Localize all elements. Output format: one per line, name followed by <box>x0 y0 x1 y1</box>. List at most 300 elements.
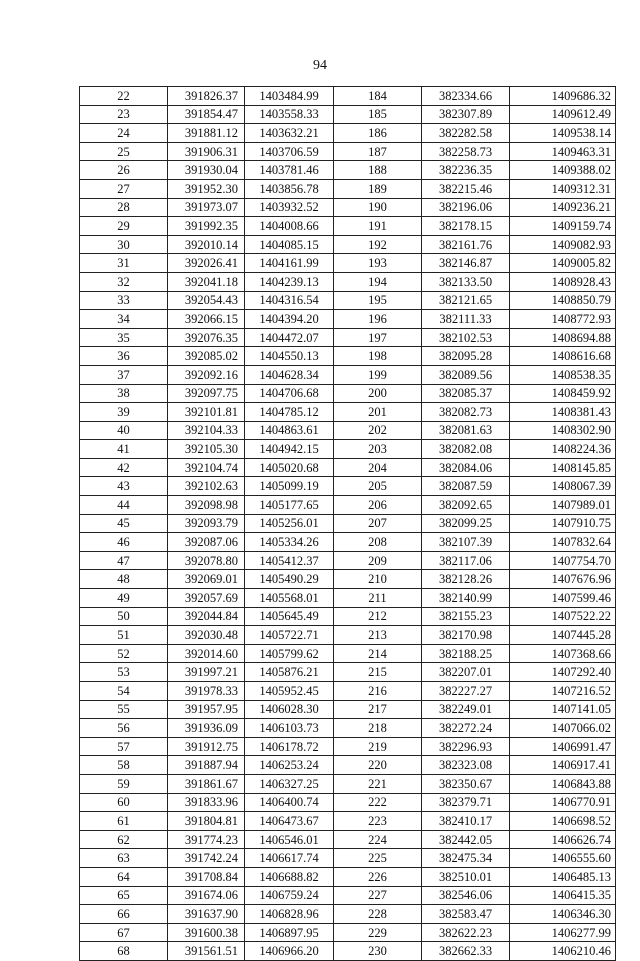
point-number-cell: 221 <box>334 774 422 793</box>
point-number-cell: 68 <box>80 942 168 961</box>
table-row <box>80 254 616 273</box>
table-row <box>80 458 616 477</box>
point-number-cell: 38 <box>80 384 168 403</box>
y-coordinate-cell: 1408694.88 <box>510 328 616 347</box>
y-coordinate-cell: 1405334.26 <box>245 533 334 552</box>
x-coordinate-cell: 391957.95 <box>168 700 245 719</box>
point-number-cell: 194 <box>334 272 422 291</box>
x-coordinate-cell: 382140.99 <box>422 589 510 608</box>
x-coordinate-cell: 382081.63 <box>422 421 510 440</box>
y-coordinate-cell: 1409612.49 <box>510 105 616 124</box>
x-coordinate-cell: 382272.24 <box>422 719 510 738</box>
x-coordinate-cell: 392085.02 <box>168 347 245 366</box>
point-number-cell: 55 <box>80 700 168 719</box>
table-row <box>80 403 616 422</box>
table-row <box>80 849 616 868</box>
x-coordinate-cell: 391978.33 <box>168 682 245 701</box>
x-coordinate-cell: 391826.37 <box>168 87 245 106</box>
x-coordinate-cell: 382082.73 <box>422 403 510 422</box>
point-number-cell: 67 <box>80 923 168 942</box>
x-coordinate-cell: 382188.25 <box>422 644 510 663</box>
x-coordinate-cell: 392104.74 <box>168 458 245 477</box>
x-coordinate-cell: 392098.98 <box>168 496 245 515</box>
x-coordinate-cell: 392030.48 <box>168 626 245 645</box>
table-row <box>80 737 616 756</box>
y-coordinate-cell: 1404394.20 <box>245 310 334 329</box>
point-number-cell: 195 <box>334 291 422 310</box>
x-coordinate-cell: 382084.06 <box>422 458 510 477</box>
y-coordinate-cell: 1406277.99 <box>510 923 616 942</box>
y-coordinate-cell: 1403632.21 <box>245 124 334 143</box>
x-coordinate-cell: 391742.24 <box>168 849 245 868</box>
x-coordinate-cell: 382178.15 <box>422 217 510 236</box>
y-coordinate-cell: 1405099.19 <box>245 477 334 496</box>
point-number-cell: 66 <box>80 905 168 924</box>
y-coordinate-cell: 1405722.71 <box>245 626 334 645</box>
x-coordinate-cell: 391708.84 <box>168 867 245 886</box>
table-row <box>80 310 616 329</box>
point-number-cell: 59 <box>80 774 168 793</box>
point-number-cell: 205 <box>334 477 422 496</box>
point-number-cell: 190 <box>334 198 422 217</box>
point-number-cell: 220 <box>334 756 422 775</box>
y-coordinate-cell: 1403856.78 <box>245 179 334 198</box>
y-coordinate-cell: 1408224.36 <box>510 440 616 459</box>
point-number-cell: 186 <box>334 124 422 143</box>
point-number-cell: 219 <box>334 737 422 756</box>
x-coordinate-cell: 382475.34 <box>422 849 510 868</box>
point-number-cell: 196 <box>334 310 422 329</box>
point-number-cell: 188 <box>334 161 422 180</box>
point-number-cell: 47 <box>80 551 168 570</box>
table-row <box>80 551 616 570</box>
y-coordinate-cell: 1407832.64 <box>510 533 616 552</box>
y-coordinate-cell: 1404472.07 <box>245 328 334 347</box>
y-coordinate-cell: 1407754.70 <box>510 551 616 570</box>
point-number-cell: 58 <box>80 756 168 775</box>
y-coordinate-cell: 1405568.01 <box>245 589 334 608</box>
point-number-cell: 185 <box>334 105 422 124</box>
point-number-cell: 62 <box>80 830 168 849</box>
x-coordinate-cell: 382323.08 <box>422 756 510 775</box>
y-coordinate-cell: 1406991.47 <box>510 737 616 756</box>
y-coordinate-cell: 1409538.14 <box>510 124 616 143</box>
y-coordinate-cell: 1404628.34 <box>245 365 334 384</box>
point-number-cell: 46 <box>80 533 168 552</box>
x-coordinate-cell: 382282.58 <box>422 124 510 143</box>
point-number-cell: 217 <box>334 700 422 719</box>
point-number-cell: 48 <box>80 570 168 589</box>
y-coordinate-cell: 1408538.35 <box>510 365 616 384</box>
x-coordinate-cell: 382092.65 <box>422 496 510 515</box>
y-coordinate-cell: 1406626.74 <box>510 830 616 849</box>
point-number-cell: 24 <box>80 124 168 143</box>
y-coordinate-cell: 1406178.72 <box>245 737 334 756</box>
y-coordinate-cell: 1408928.43 <box>510 272 616 291</box>
y-coordinate-cell: 1406327.25 <box>245 774 334 793</box>
table-row <box>80 87 616 106</box>
x-coordinate-cell: 391804.81 <box>168 812 245 831</box>
x-coordinate-cell: 382546.06 <box>422 886 510 905</box>
table-row <box>80 142 616 161</box>
point-number-cell: 64 <box>80 867 168 886</box>
table-row <box>80 533 616 552</box>
y-coordinate-cell: 1409686.32 <box>510 87 616 106</box>
point-number-cell: 214 <box>334 644 422 663</box>
table-row <box>80 217 616 236</box>
y-coordinate-cell: 1406917.41 <box>510 756 616 775</box>
x-coordinate-cell: 392102.63 <box>168 477 245 496</box>
point-number-cell: 209 <box>334 551 422 570</box>
y-coordinate-cell: 1404085.15 <box>245 235 334 254</box>
y-coordinate-cell: 1403932.52 <box>245 198 334 217</box>
table-row <box>80 793 616 812</box>
y-coordinate-cell: 1408302.90 <box>510 421 616 440</box>
y-coordinate-cell: 1406485.13 <box>510 867 616 886</box>
x-coordinate-cell: 382249.01 <box>422 700 510 719</box>
table-row <box>80 812 616 831</box>
x-coordinate-cell: 392057.69 <box>168 589 245 608</box>
y-coordinate-cell: 1407910.75 <box>510 514 616 533</box>
y-coordinate-cell: 1404706.68 <box>245 384 334 403</box>
y-coordinate-cell: 1406617.74 <box>245 849 334 868</box>
point-number-cell: 43 <box>80 477 168 496</box>
y-coordinate-cell: 1403558.33 <box>245 105 334 124</box>
x-coordinate-cell: 391637.90 <box>168 905 245 924</box>
x-coordinate-cell: 382207.01 <box>422 663 510 682</box>
x-coordinate-cell: 382082.08 <box>422 440 510 459</box>
x-coordinate-cell: 382085.37 <box>422 384 510 403</box>
point-number-cell: 189 <box>334 179 422 198</box>
point-number-cell: 37 <box>80 365 168 384</box>
table-row <box>80 291 616 310</box>
point-number-cell: 200 <box>334 384 422 403</box>
x-coordinate-cell: 391992.35 <box>168 217 245 236</box>
x-coordinate-cell: 392041.18 <box>168 272 245 291</box>
table-row <box>80 886 616 905</box>
y-coordinate-cell: 1409005.82 <box>510 254 616 273</box>
y-coordinate-cell: 1407445.28 <box>510 626 616 645</box>
point-number-cell: 27 <box>80 179 168 198</box>
point-number-cell: 213 <box>334 626 422 645</box>
x-coordinate-cell: 392097.75 <box>168 384 245 403</box>
x-coordinate-cell: 391973.07 <box>168 198 245 217</box>
x-coordinate-cell: 391912.75 <box>168 737 245 756</box>
point-number-cell: 192 <box>334 235 422 254</box>
x-coordinate-cell: 382379.71 <box>422 793 510 812</box>
y-coordinate-cell: 1409463.31 <box>510 142 616 161</box>
x-coordinate-cell: 392076.35 <box>168 328 245 347</box>
table-row <box>80 440 616 459</box>
y-coordinate-cell: 1405256.01 <box>245 514 334 533</box>
table-row <box>80 905 616 924</box>
y-coordinate-cell: 1406210.46 <box>510 942 616 961</box>
y-coordinate-cell: 1408616.68 <box>510 347 616 366</box>
point-number-cell: 191 <box>334 217 422 236</box>
table-row <box>80 496 616 515</box>
x-coordinate-cell: 392078.80 <box>168 551 245 570</box>
x-coordinate-cell: 382215.46 <box>422 179 510 198</box>
point-number-cell: 52 <box>80 644 168 663</box>
x-coordinate-cell: 392026.41 <box>168 254 245 273</box>
x-coordinate-cell: 392093.79 <box>168 514 245 533</box>
point-number-cell: 44 <box>80 496 168 515</box>
y-coordinate-cell: 1407522.22 <box>510 607 616 626</box>
y-coordinate-cell: 1406028.30 <box>245 700 334 719</box>
x-coordinate-cell: 382296.93 <box>422 737 510 756</box>
point-number-cell: 204 <box>334 458 422 477</box>
x-coordinate-cell: 392087.06 <box>168 533 245 552</box>
point-number-cell: 29 <box>80 217 168 236</box>
point-number-cell: 65 <box>80 886 168 905</box>
point-number-cell: 227 <box>334 886 422 905</box>
y-coordinate-cell: 1407676.96 <box>510 570 616 589</box>
point-number-cell: 211 <box>334 589 422 608</box>
coordinates-table-body <box>80 87 616 961</box>
x-coordinate-cell: 382146.87 <box>422 254 510 273</box>
table-row <box>80 644 616 663</box>
point-number-cell: 30 <box>80 235 168 254</box>
y-coordinate-cell: 1404008.66 <box>245 217 334 236</box>
y-coordinate-cell: 1406415.35 <box>510 886 616 905</box>
y-coordinate-cell: 1406253.24 <box>245 756 334 775</box>
point-number-cell: 208 <box>334 533 422 552</box>
y-coordinate-cell: 1406843.88 <box>510 774 616 793</box>
x-coordinate-cell: 382133.50 <box>422 272 510 291</box>
point-number-cell: 222 <box>334 793 422 812</box>
x-coordinate-cell: 391600.38 <box>168 923 245 942</box>
y-coordinate-cell: 1403706.59 <box>245 142 334 161</box>
point-number-cell: 206 <box>334 496 422 515</box>
table-row <box>80 161 616 180</box>
page-number: 94 <box>313 58 327 73</box>
point-number-cell: 198 <box>334 347 422 366</box>
x-coordinate-cell: 382236.35 <box>422 161 510 180</box>
x-coordinate-cell: 391887.94 <box>168 756 245 775</box>
point-number-cell: 226 <box>334 867 422 886</box>
point-number-cell: 207 <box>334 514 422 533</box>
y-coordinate-cell: 1406473.67 <box>245 812 334 831</box>
y-coordinate-cell: 1404316.54 <box>245 291 334 310</box>
x-coordinate-cell: 382350.67 <box>422 774 510 793</box>
table-row <box>80 421 616 440</box>
point-number-cell: 203 <box>334 440 422 459</box>
y-coordinate-cell: 1406400.74 <box>245 793 334 812</box>
y-coordinate-cell: 1406759.24 <box>245 886 334 905</box>
point-number-cell: 218 <box>334 719 422 738</box>
point-number-cell: 230 <box>334 942 422 961</box>
point-number-cell: 54 <box>80 682 168 701</box>
y-coordinate-cell: 1404161.99 <box>245 254 334 273</box>
table-row <box>80 607 616 626</box>
x-coordinate-cell: 392104.33 <box>168 421 245 440</box>
x-coordinate-cell: 392105.30 <box>168 440 245 459</box>
x-coordinate-cell: 382662.33 <box>422 942 510 961</box>
point-number-cell: 42 <box>80 458 168 477</box>
y-coordinate-cell: 1408381.43 <box>510 403 616 422</box>
y-coordinate-cell: 1407141.05 <box>510 700 616 719</box>
x-coordinate-cell: 382510.01 <box>422 867 510 886</box>
y-coordinate-cell: 1408067.39 <box>510 477 616 496</box>
point-number-cell: 22 <box>80 87 168 106</box>
point-number-cell: 51 <box>80 626 168 645</box>
x-coordinate-cell: 382121.65 <box>422 291 510 310</box>
point-number-cell: 49 <box>80 589 168 608</box>
y-coordinate-cell: 1406897.95 <box>245 923 334 942</box>
x-coordinate-cell: 391906.31 <box>168 142 245 161</box>
table-row <box>80 626 616 645</box>
x-coordinate-cell: 391774.23 <box>168 830 245 849</box>
point-number-cell: 40 <box>80 421 168 440</box>
point-number-cell: 212 <box>334 607 422 626</box>
point-number-cell: 26 <box>80 161 168 180</box>
point-number-cell: 184 <box>334 87 422 106</box>
table-row <box>80 179 616 198</box>
point-number-cell: 193 <box>334 254 422 273</box>
y-coordinate-cell: 1407989.01 <box>510 496 616 515</box>
y-coordinate-cell: 1407216.52 <box>510 682 616 701</box>
x-coordinate-cell: 382307.89 <box>422 105 510 124</box>
x-coordinate-cell: 382128.26 <box>422 570 510 589</box>
table-row <box>80 477 616 496</box>
table-row <box>80 682 616 701</box>
x-coordinate-cell: 391930.04 <box>168 161 245 180</box>
point-number-cell: 56 <box>80 719 168 738</box>
y-coordinate-cell: 1409312.31 <box>510 179 616 198</box>
y-coordinate-cell: 1408850.79 <box>510 291 616 310</box>
point-number-cell: 229 <box>334 923 422 942</box>
x-coordinate-cell: 382107.39 <box>422 533 510 552</box>
y-coordinate-cell: 1405952.45 <box>245 682 334 701</box>
point-number-cell: 187 <box>334 142 422 161</box>
y-coordinate-cell: 1406698.52 <box>510 812 616 831</box>
point-number-cell: 35 <box>80 328 168 347</box>
table-row <box>80 774 616 793</box>
table-row <box>80 830 616 849</box>
x-coordinate-cell: 392092.16 <box>168 365 245 384</box>
point-number-cell: 33 <box>80 291 168 310</box>
table-row <box>80 365 616 384</box>
x-coordinate-cell: 382227.27 <box>422 682 510 701</box>
x-coordinate-cell: 392069.01 <box>168 570 245 589</box>
point-number-cell: 199 <box>334 365 422 384</box>
x-coordinate-cell: 382155.23 <box>422 607 510 626</box>
point-number-cell: 210 <box>334 570 422 589</box>
point-number-cell: 61 <box>80 812 168 831</box>
x-coordinate-cell: 392014.60 <box>168 644 245 663</box>
point-number-cell: 224 <box>334 830 422 849</box>
table-row <box>80 235 616 254</box>
x-coordinate-cell: 382258.73 <box>422 142 510 161</box>
point-number-cell: 223 <box>334 812 422 831</box>
coordinates-table <box>79 86 616 961</box>
point-number-cell: 215 <box>334 663 422 682</box>
x-coordinate-cell: 382117.06 <box>422 551 510 570</box>
table-row <box>80 756 616 775</box>
point-number-cell: 31 <box>80 254 168 273</box>
x-coordinate-cell: 392054.43 <box>168 291 245 310</box>
y-coordinate-cell: 1405490.29 <box>245 570 334 589</box>
x-coordinate-cell: 382442.05 <box>422 830 510 849</box>
y-coordinate-cell: 1403781.46 <box>245 161 334 180</box>
y-coordinate-cell: 1405799.62 <box>245 644 334 663</box>
table-row <box>80 867 616 886</box>
table-row <box>80 328 616 347</box>
point-number-cell: 202 <box>334 421 422 440</box>
y-coordinate-cell: 1406688.82 <box>245 867 334 886</box>
x-coordinate-cell: 382087.59 <box>422 477 510 496</box>
y-coordinate-cell: 1405177.65 <box>245 496 334 515</box>
x-coordinate-cell: 391674.06 <box>168 886 245 905</box>
table-row <box>80 105 616 124</box>
y-coordinate-cell: 1405412.37 <box>245 551 334 570</box>
x-coordinate-cell: 382334.66 <box>422 87 510 106</box>
y-coordinate-cell: 1407599.46 <box>510 589 616 608</box>
x-coordinate-cell: 382099.25 <box>422 514 510 533</box>
x-coordinate-cell: 391861.67 <box>168 774 245 793</box>
x-coordinate-cell: 382196.06 <box>422 198 510 217</box>
x-coordinate-cell: 382583.47 <box>422 905 510 924</box>
table-row <box>80 570 616 589</box>
point-number-cell: 216 <box>334 682 422 701</box>
point-number-cell: 28 <box>80 198 168 217</box>
x-coordinate-cell: 391854.47 <box>168 105 245 124</box>
x-coordinate-cell: 391833.96 <box>168 793 245 812</box>
y-coordinate-cell: 1406555.60 <box>510 849 616 868</box>
x-coordinate-cell: 391936.09 <box>168 719 245 738</box>
y-coordinate-cell: 1408459.92 <box>510 384 616 403</box>
y-coordinate-cell: 1409236.21 <box>510 198 616 217</box>
point-number-cell: 34 <box>80 310 168 329</box>
y-coordinate-cell: 1404942.15 <box>245 440 334 459</box>
y-coordinate-cell: 1409082.93 <box>510 235 616 254</box>
y-coordinate-cell: 1409388.02 <box>510 161 616 180</box>
point-number-cell: 32 <box>80 272 168 291</box>
table-row <box>80 589 616 608</box>
y-coordinate-cell: 1403484.99 <box>245 87 334 106</box>
x-coordinate-cell: 392066.15 <box>168 310 245 329</box>
point-number-cell: 60 <box>80 793 168 812</box>
y-coordinate-cell: 1407368.66 <box>510 644 616 663</box>
point-number-cell: 197 <box>334 328 422 347</box>
point-number-cell: 45 <box>80 514 168 533</box>
table-row <box>80 124 616 143</box>
y-coordinate-cell: 1406546.01 <box>245 830 334 849</box>
table-row <box>80 700 616 719</box>
point-number-cell: 25 <box>80 142 168 161</box>
x-coordinate-cell: 391561.51 <box>168 942 245 961</box>
table-row <box>80 514 616 533</box>
point-number-cell: 63 <box>80 849 168 868</box>
point-number-cell: 228 <box>334 905 422 924</box>
y-coordinate-cell: 1407292.40 <box>510 663 616 682</box>
x-coordinate-cell: 391997.21 <box>168 663 245 682</box>
table-row <box>80 347 616 366</box>
point-number-cell: 41 <box>80 440 168 459</box>
table-row <box>80 719 616 738</box>
x-coordinate-cell: 382622.23 <box>422 923 510 942</box>
y-coordinate-cell: 1406103.73 <box>245 719 334 738</box>
x-coordinate-cell: 392010.14 <box>168 235 245 254</box>
y-coordinate-cell: 1406828.96 <box>245 905 334 924</box>
point-number-cell: 36 <box>80 347 168 366</box>
y-coordinate-cell: 1408772.93 <box>510 310 616 329</box>
point-number-cell: 53 <box>80 663 168 682</box>
table-row <box>80 198 616 217</box>
y-coordinate-cell: 1408145.85 <box>510 458 616 477</box>
x-coordinate-cell: 382089.56 <box>422 365 510 384</box>
point-number-cell: 57 <box>80 737 168 756</box>
